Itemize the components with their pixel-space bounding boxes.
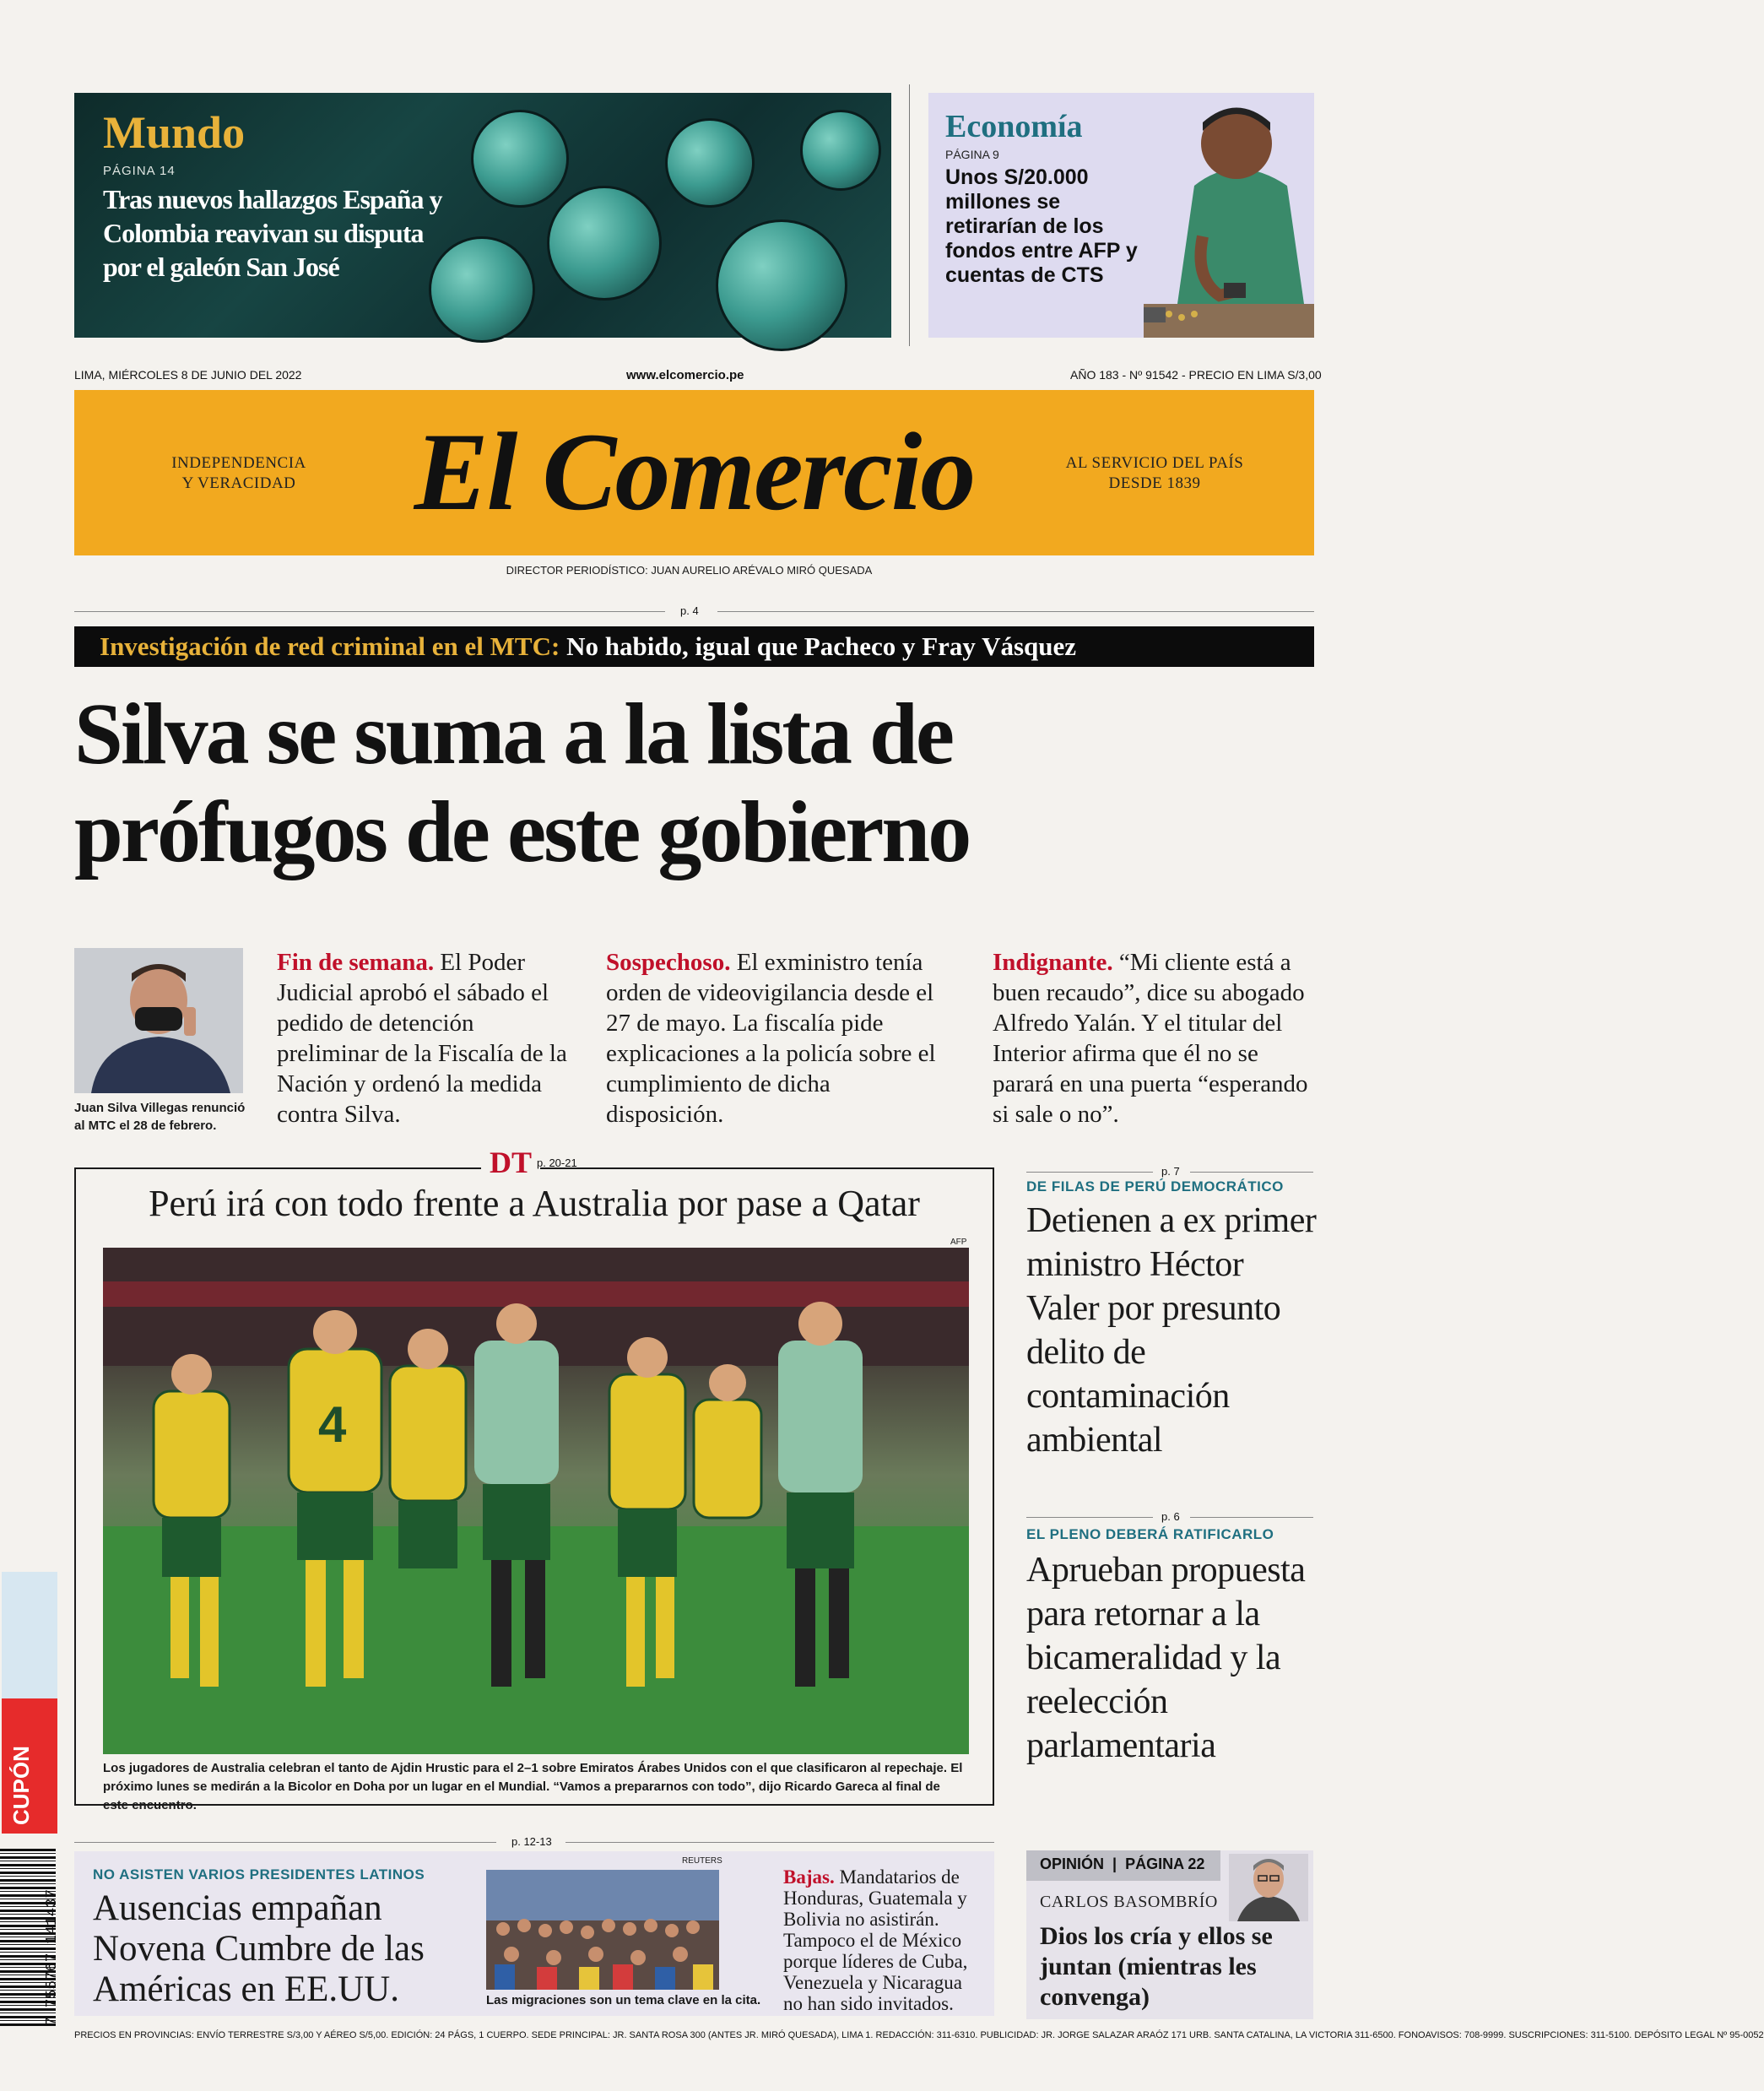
website-link[interactable]: www.elcomercio.pe [626, 368, 744, 382]
lead-headline[interactable]: Silva se suma a la lista de prófugos de este gobierno [74, 685, 970, 880]
director-credit: DIRECTOR PERIODÍSTICO: JUAN AURELIO ARÉVALO MIRÓ QUESADA [506, 564, 873, 577]
economia-headline[interactable]: Unos S/20.000 millones se retirarían de los fondos entre AFP y cuentas de CTS [945, 165, 1138, 287]
issue-edition-price: AÑO 183 - Nº 91542 - PRECIO EN LIMA S/3,00 [1070, 368, 1322, 382]
coupon-promo [2, 1572, 57, 1698]
sports-page-ref: p. 20-21 [537, 1157, 577, 1169]
summit-box[interactable] [74, 1851, 994, 2016]
bicameralidad-kicker: EL PLENO DEBERÁ RATIFICARLO [1026, 1526, 1274, 1542]
lead-column-2: Sospechoso. El exministro tenía orden de videovigilancia desde el 27 de mayo. La fiscalía pide explicaciones a la policía sobre el cumplimiento de dicha disposición. [606, 949, 936, 1128]
valer-kicker: DE FILAS DE PERÚ DEMOCRÁTICO [1026, 1178, 1284, 1194]
migrants-photo-caption: Las migraciones son un tema clave en la cita. [486, 1993, 761, 2007]
summit-headline[interactable]: Ausencias empañan Novena Cumbre de las Américas en EE.UU. [93, 1888, 425, 2009]
summit-kicker: NO ASISTEN VARIOS PRESIDENTES LATINOS [93, 1866, 425, 1882]
mundo-teaser[interactable] [74, 93, 891, 338]
silva-photo [74, 948, 243, 1093]
coupon-label: CUPÓN [8, 1746, 34, 1825]
valer-page-ref: p. 7 [1161, 1165, 1180, 1178]
emerald-illustration [471, 110, 569, 208]
man-counting-coins-illustration [1144, 93, 1314, 338]
lead-kicker-bar [74, 626, 1314, 667]
lead-column-3: Indignante. “Mi cliente está a buen recaudo”, dice su abogado Alfredo Yalán. Y el titular del Interior afirma que él no se parará en una puerta “esperando si sale o no”. [993, 949, 1308, 1128]
columnist-name: CARLOS BASOMBRÍO [1040, 1893, 1218, 1911]
emerald-illustration [800, 110, 881, 191]
bicameralidad-headline[interactable]: Aprueban propuesta para retornar a la bicameralidad y la reelección parlamentaria [1026, 1551, 1306, 1765]
barcode-number: 7 755767 141437 [44, 1888, 61, 2026]
migrants-photo [486, 1870, 719, 1990]
columnist-portrait [1229, 1854, 1308, 1921]
footer-info: PRECIOS EN PROVINCIAS: ENVÍO TERRESTRE S/3,00 Y AÉREO S/5,00. EDICIÓN: 24 PÁGS, 1 CUERPO. SEDE PRINCIPAL: JR. SANTA ROSA 300 (ANTES JR. MIRÓ QUESADA), LIMA 1. REDACCIÓN: 311-6310. PUBLICIDAD: JR. JORGE SALAZAR ARAÓZ 171 URB. SANTA CATALINA, LA VICTORIA 311-6500. FONOAVISOS: 708-9999. SUSCRIPCIONES: 311-5100. DEPÓSITO LEGAL Nº 95-0052 [74, 2030, 1764, 2040]
sports-photo-credit: AFP [950, 1238, 967, 1247]
divider [1026, 1517, 1153, 1518]
emerald-illustration [547, 186, 662, 301]
divider [1026, 1172, 1153, 1173]
summit-bajas-text: Bajas. Mandatarios de Honduras, Guatemala y Bolivia no asistirán. Tampoco el de México porque líderes de Cuba, Venezuela y Nicaragua no han sido invitados. [783, 1866, 968, 2014]
valer-headline[interactable]: Detienen a ex primer ministro Héctor Valer por presunto delito de contaminación ambiental [1026, 1201, 1317, 1460]
sports-photo-caption: Los jugadores de Australia celebran el tanto de Ajdin Hrustic para el 2–1 sobre Emiratos Árabes Unidos con el que clasificaron al repechaje. El próximo lunes se medirán a la Bicolor en Doha por un lugar en el Mundial. “Vamos a prepararnos con todo”, dijo Ricardo Gareca al final de este encuentro. [103, 1761, 963, 1812]
summit-photo-credit: REUTERS [682, 1856, 722, 1866]
sports-section-label: DT [481, 1145, 540, 1180]
issue-date: LIMA, MIÉRCOLES 8 DE JUNIO DEL 2022 [74, 368, 302, 382]
emerald-illustration [716, 219, 847, 351]
opinion-box[interactable] [1026, 1850, 1313, 2019]
divider [1190, 1517, 1313, 1518]
sports-headline[interactable]: Perú irá con todo frente a Australia por pase a Qatar [149, 1183, 920, 1224]
coupon-strip[interactable] [2, 1572, 57, 1834]
divider [74, 611, 665, 612]
emerald-illustration [665, 118, 755, 208]
lead-page-ref: p. 4 [680, 604, 699, 617]
newspaper-logo[interactable]: El Comercio [414, 409, 975, 534]
divider [74, 1842, 496, 1843]
economia-section-label: Economía [945, 109, 1083, 144]
bicameralidad-page-ref: p. 6 [1161, 1510, 1180, 1523]
australia-celebration-photo [103, 1248, 969, 1754]
lead-kicker: Investigación de red criminal en el MTC: No habido, igual que Pacheco y Fray Vásquez [100, 631, 1077, 661]
lead-column-1: Fin de semana. El Poder Judicial aprobó el sábado el pedido de detención preliminar de la Fiscalía de la Nación y ordenó la medida contra Silva. [277, 949, 567, 1128]
svg-text:4: 4 [318, 1396, 347, 1453]
opinion-headline[interactable]: Dios los cría y ellos se juntan (mientras les convenga) [1040, 1922, 1273, 2011]
masthead [74, 390, 1314, 555]
silva-photo-caption: Juan Silva Villegas renunció al MTC el 28 de febrero. [74, 1101, 246, 1133]
motto-right: AL SERVICIO DEL PAÍS DESDE 1839 [1065, 454, 1244, 492]
divider [565, 1842, 994, 1843]
economia-page-ref: PÁGINA 9 [945, 148, 999, 161]
opinion-label: OPINIÓN | PÁGINA 22 [1040, 1855, 1205, 1872]
mundo-page-ref: PÁGINA 14 [103, 164, 176, 178]
mundo-headline[interactable]: Tras nuevos hallazgos España y Colombia reavivan su disputa por el galeón San José [103, 184, 442, 282]
divider [1190, 1172, 1313, 1173]
teaser-divider [909, 84, 910, 346]
summit-page-ref: p. 12-13 [511, 1835, 552, 1848]
divider [717, 611, 1314, 612]
mundo-section-label: Mundo [103, 107, 246, 158]
economia-teaser[interactable] [928, 93, 1314, 338]
motto-left: INDEPENDENCIA Y VERACIDAD [171, 454, 306, 492]
